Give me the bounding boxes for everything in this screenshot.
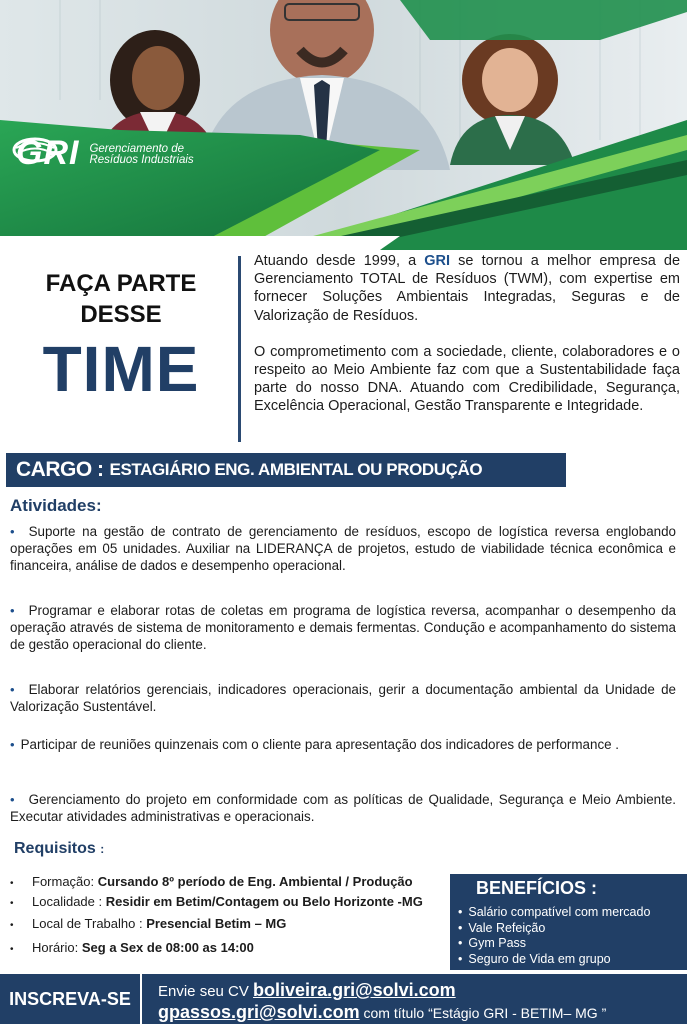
job-title-value: ESTAGIÁRIO ENG. AMBIENTAL OU PRODUÇÃO: [109, 460, 483, 479]
join-line2: DESSE: [80, 301, 162, 328]
requirement-item-2: • Localidade : Residir em Betim/Contagem ou Belo Horizonte -MG: [10, 894, 423, 909]
join-line1: FAÇA PARTE: [45, 270, 197, 297]
requirement-item-1: • Formação: Cursando 8º período de Eng. Ambiental / Produção: [10, 874, 413, 889]
gri-logo: [12, 136, 194, 170]
join-time: TIME: [42, 333, 200, 405]
footer-line-2: gpassos.gri@solvi.com com título “Estágio GRI - BETIM– MG ”: [158, 1002, 607, 1022]
benefit-item: • Seguro de Vida em grupo: [458, 952, 687, 968]
activity-item-3: • Elaborar relatórios gerenciais, indicadores operacionais, gerir a documentação ambiental da Unidade de Valorização Sustentável.: [10, 682, 676, 714]
benefit-item: • Vale Refeição: [458, 921, 687, 937]
gri-logo-icon: [12, 136, 58, 164]
intro-paragraph-1: Atuando desde 1999, a GRI se tornou a melhor empresa de Gerenciamento TOTAL de Resíduos (TWM), com expertise em fornecer Soluções Ambientais Integradas, Seguras e de Valorização de Resíduos.: [254, 253, 681, 324]
activity-item-4: • Participar de reuniões quinzenais com o cliente para apresentação dos indicadores de performance .: [10, 737, 620, 752]
email-link-2[interactable]: gpassos.gri@solvi.com: [158, 1002, 360, 1022]
apply-label: INSCREVA-SE: [0, 974, 142, 1024]
job-title-label: CARGO :: [16, 458, 104, 481]
hero-banner: [0, 0, 687, 250]
benefit-item: • Salário compatível com mercado: [458, 905, 687, 921]
activity-item-5: • Gerenciamento do projeto em conformidade com as políticas de Qualidade, Segurança e Meio Ambiente. Executar atividades administrativas e operacionais.: [10, 792, 676, 824]
brand-name: GRI: [16, 134, 80, 172]
job-title-bar: [6, 453, 566, 487]
intro-paragraph-2: O comprometimento com a sociedade, cliente, colaboradores e o respeito ao Meio Ambiente faz com que a Sustentabilidade faça parte do nosso DNA. Atuando com Credibilidade, Segurança, Excelência Operacional, Gestão Transparente e Integridade.: [254, 343, 680, 415]
email-link-1[interactable]: boliveira.gri@solvi.com: [253, 980, 456, 1000]
requirements-title: Requisitos :: [14, 840, 105, 857]
join-heading: [10, 268, 232, 404]
requirement-item-3: • Local de Trabalho : Presencial Betim – MG: [10, 916, 287, 931]
activities-title: Atividades:: [10, 496, 102, 515]
divider: [238, 256, 241, 442]
apply-footer: [0, 974, 687, 1024]
brand-tagline: Gerenciamento de Resíduos Industriais: [89, 143, 194, 166]
hero-illustration: [0, 0, 687, 250]
footer-line-1: Envie seu CV boliveira.gri@solvi.com: [158, 980, 456, 1000]
benefits-title: BENEFÍCIOS :: [476, 878, 598, 898]
benefits-box: [450, 874, 687, 970]
activity-item-1: • Suporte na gestão de contrato de gerenciamento de resíduos, escopo de logística reversa englobando operações em 05 unidades. Auxiliar na LIDERANÇA de projetos, estudo de viabilidade técnica econômica e financeira, análise de dados e desempenho operacional.: [10, 524, 676, 573]
benefits-list: [450, 905, 687, 967]
benefit-item: • Gym Pass: [458, 936, 687, 952]
company-intro: [254, 252, 680, 434]
activity-item-2: • Programar e elaborar rotas de coletas em programa de logística reversa, acompanhar o desempenho da operação através de sistema de monitoramento e demais fermentas. Condução e acompanhamento do sistema de gestão operacional do cliente.: [10, 603, 676, 652]
requirement-item-4: • Horário: Seg a Sex de 08:00 as 14:00: [10, 940, 254, 955]
